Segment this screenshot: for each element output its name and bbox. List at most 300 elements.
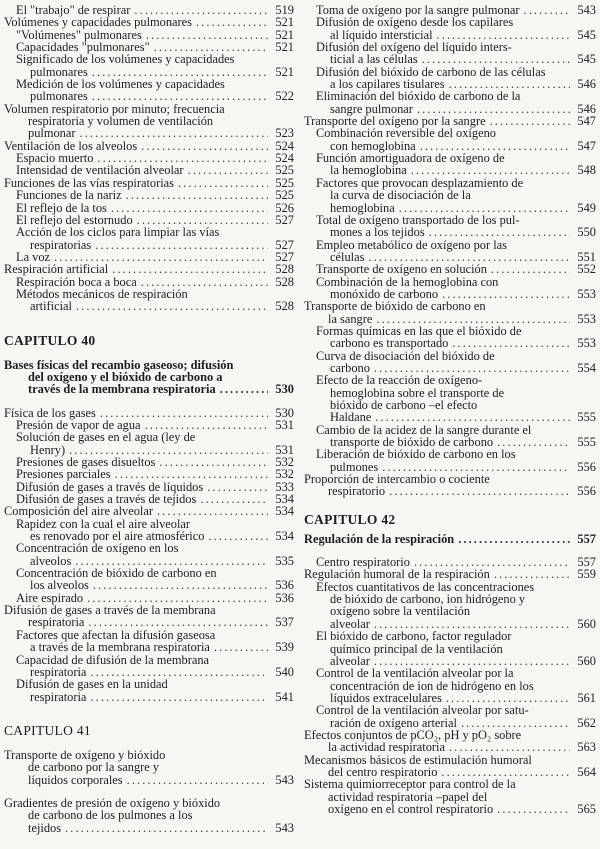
toc-entry-text: Aire espirado [16, 590, 84, 605]
page-number: 534 [275, 504, 294, 519]
toc-column-left [4, 4, 294, 834]
toc-entry-text: líquidos extracelulares [330, 690, 442, 705]
toc-entry-line [4, 691, 294, 703]
toc-entry [304, 263, 596, 275]
toc-entry [4, 288, 294, 313]
toc-entry-text: El reflejo del estornudo [16, 212, 133, 227]
toc-entry-line [304, 337, 596, 349]
page-number: 552 [577, 262, 596, 277]
toc-entry [4, 78, 294, 103]
toc-entry-line [304, 53, 596, 65]
toc-entry-text: la hemoglobina [330, 163, 407, 178]
toc-entry-text: pulmonares [30, 89, 88, 104]
page-number: 560 [577, 616, 596, 631]
dot-leader [112, 263, 268, 275]
toc-entry-text: Centro respiratorio [316, 555, 410, 570]
dot-leader [449, 741, 570, 753]
dot-leader [93, 579, 268, 591]
toc-chapter-title-entry [4, 749, 294, 786]
page-number: 559 [577, 567, 596, 582]
page-number: 560 [577, 653, 596, 668]
toc-entry-line [304, 741, 596, 753]
toc-entry-text: la curva de disociación de la [330, 188, 471, 203]
toc-entry [304, 350, 596, 375]
toc-entry-text: Presiones de gases disueltos [16, 455, 156, 469]
dot-leader [458, 533, 570, 545]
toc-entry-text: al líquido intersticial [330, 27, 433, 42]
toc-entry-text: Eliminación del bióxido de carbono de la [316, 89, 521, 104]
toc-entry-text: Control de la ventilación alveolar por la [316, 666, 514, 681]
toc-entry-text: Ventilación de los alveolos [4, 138, 138, 153]
toc-entry-line [4, 300, 294, 312]
toc-entry-text: "Volúmenes" pulmonares [16, 27, 142, 42]
toc-entry-text: Difusión del oxígeno del líquido inters- [316, 40, 512, 55]
toc-entry [304, 152, 596, 177]
toc-entry-text: Intensidad de ventilación alveolar [16, 163, 184, 178]
toc-entry [304, 630, 596, 667]
dot-leader [178, 177, 268, 189]
toc-chapter-title-entry [304, 533, 596, 545]
toc-entry-text: alveolar [330, 653, 370, 668]
page-number: 557 [577, 555, 596, 570]
page-number: 521 [275, 64, 294, 79]
toc-entry-text: Empleo metabólico de oxígeno por las [316, 237, 507, 252]
page-number: 551 [577, 249, 596, 264]
toc-entry [4, 53, 294, 78]
toc-entry-text: Efectos cuantitativos de las concentraciones [316, 579, 535, 594]
toc-entry-line [4, 189, 294, 201]
toc-entry [4, 518, 294, 543]
toc-entry-text: artificial [30, 299, 72, 314]
dot-leader [111, 202, 268, 214]
toc-entry-text: El reflejo de la tos [16, 200, 107, 215]
toc-entry-line [4, 542, 294, 554]
dot-leader [490, 115, 570, 127]
page-number: 534 [275, 492, 294, 507]
toc-entry-text: pulmones [330, 459, 379, 474]
page-number: 561 [577, 690, 596, 705]
toc-entry-line [4, 263, 294, 275]
dot-leader [65, 822, 268, 834]
toc-entry-line [304, 263, 596, 275]
toc-entry [304, 90, 596, 115]
toc-entry-line [4, 822, 294, 834]
page-number: 536 [275, 590, 294, 605]
toc-entry-text: Proporción de intercambio o cociente [304, 472, 490, 487]
toc-entry [4, 542, 294, 567]
toc-entry-text: monóxido de carbono [330, 286, 439, 301]
page-number: 531 [275, 417, 294, 432]
toc-entry-line [4, 90, 294, 102]
toc-entry-line [304, 533, 596, 545]
toc-entry-line [304, 667, 596, 679]
toc-entry-line [304, 90, 596, 102]
page-number: 521 [275, 15, 294, 30]
page-number: 536 [275, 578, 294, 593]
page-number: 537 [275, 615, 294, 630]
toc-entry-line [4, 641, 294, 653]
page-number: 553 [577, 311, 596, 326]
page-number: 547 [577, 138, 596, 153]
toc-entry-text: pulmonares [30, 64, 88, 79]
toc-entry-text: Capacidades "pulmonares" [16, 40, 150, 55]
page-number: 556 [577, 459, 596, 474]
toc-entry-text: Factores que afectan la difusión gaseosa [16, 627, 216, 642]
toc-entry-text: respiratoria [30, 664, 87, 679]
toc-entry-text: del oxígeno y el bióxido de carbono a [28, 369, 223, 384]
page-number: 545 [577, 52, 596, 67]
dot-leader [399, 202, 570, 214]
toc-entry-line [4, 383, 294, 395]
toc-entry-line [304, 127, 596, 139]
toc-entry-text: Funciones de la nariz [16, 188, 122, 203]
dot-leader [429, 226, 570, 238]
page-number: 527 [275, 212, 294, 227]
dot-leader [159, 456, 268, 468]
toc-entry [304, 276, 596, 301]
toc-entry [304, 581, 596, 630]
page-number: 539 [275, 640, 294, 655]
page-number: 521 [275, 40, 294, 55]
toc-entry-text: Presiones parciales [16, 467, 111, 482]
toc-entry [304, 729, 596, 754]
page-number: 546 [577, 101, 596, 116]
toc-entry-line [304, 374, 596, 386]
page-number: 528 [275, 274, 294, 289]
dot-leader [214, 641, 268, 653]
toc-entry-text: Combinación de la hemoglobina con [316, 274, 499, 289]
toc-entry-line [4, 16, 294, 28]
toc-entry-text: Difusión de gases a través de la membrana [4, 603, 216, 618]
page-number: 524 [275, 138, 294, 153]
page-number: 540 [275, 664, 294, 679]
page-number: 524 [275, 151, 294, 166]
dot-leader [422, 53, 570, 65]
toc-entry [304, 374, 596, 423]
toc-entry-line [304, 411, 596, 423]
page-number: 533 [275, 479, 294, 494]
toc-entry-text: Concentración de oxígeno en los [16, 541, 179, 556]
toc-entry-text: Transporte de oxígeno y bióxido [4, 747, 166, 762]
toc-entry-line [304, 189, 596, 201]
toc-entry-text: Difusión de oxígeno desde los capilares [316, 15, 514, 30]
toc-entry-text: Difusión del bióxido de carbono de las células [316, 64, 546, 79]
page-number: 556 [577, 484, 596, 499]
dot-leader [375, 411, 570, 423]
toc-entry-text: Gradientes de presión de oxígeno y bióxido [4, 795, 221, 810]
toc-entry [304, 41, 596, 66]
dot-leader [141, 140, 268, 152]
toc-entry-text: Transporte de oxígeno en solución [316, 262, 487, 277]
toc-entry-text: Funciones de las vías respiratorias [4, 175, 174, 190]
toc-entry-text: hemoglobina sobre el transporte de [330, 385, 505, 400]
page-number: 527 [275, 237, 294, 252]
dot-leader [92, 90, 268, 102]
page-number: 555 [577, 410, 596, 425]
toc-entry-text: de carbono por la sangre y [28, 760, 160, 775]
toc-entry [304, 66, 596, 91]
toc-entry-text: de bióxido de carbono, ion hidrógeno y [330, 592, 526, 607]
page-number: 546 [577, 77, 596, 92]
toc-chapter-title-entry [4, 359, 294, 396]
page-number: 553 [577, 286, 596, 301]
dot-leader [207, 481, 268, 493]
toc-entry-text: Haldane [330, 410, 372, 425]
toc-entry-line [4, 654, 294, 666]
dot-leader [90, 691, 268, 703]
toc-entry-line [4, 164, 294, 176]
page-number: 543 [577, 3, 596, 17]
page-number: 525 [275, 175, 294, 190]
toc-entry [4, 189, 294, 201]
toc-entry-text: actividad respiratoria –papel del [328, 789, 488, 804]
toc-entry-text: Henry) [30, 442, 66, 457]
chapter-heading: CAPITULO 42 [304, 511, 396, 527]
dot-leader [497, 803, 570, 815]
toc-entry-text: sangre pulmonar [330, 101, 413, 116]
toc-entry-text: Sistema quimiorreceptor para control de la [304, 777, 516, 792]
toc-entry [4, 604, 294, 629]
dot-leader [157, 505, 268, 517]
toc-entry-text: tejidos [28, 820, 62, 835]
page-number: 526 [275, 200, 294, 215]
toc-entry-text: Concentración de bióxido de carbono en [16, 566, 217, 581]
toc-entry [304, 704, 596, 729]
toc-entry-text: Capacidad de difusión de la membrana [16, 652, 210, 667]
page-number: 555 [577, 435, 596, 450]
toc-entry-text: del centro respiratorio [328, 764, 438, 779]
page-number: 548 [577, 163, 596, 178]
toc-entry-text: químico principal de la ventilación [330, 641, 503, 656]
toc-entry-line [304, 605, 596, 617]
toc-entry-line [4, 678, 294, 690]
toc-entry-text: respiratoria [30, 689, 87, 704]
page-number: 532 [275, 455, 294, 469]
toc-entry [304, 424, 596, 449]
toc-entry-text: Espacio muerto [16, 151, 94, 166]
toc-entry-text: respiratoria y volumen de ventilación [28, 114, 214, 129]
toc-entry-text: oxígeno en el control respiratorio [328, 801, 494, 816]
toc-entry-text: ticial a las células [330, 52, 418, 67]
toc-entry-line [304, 226, 596, 238]
page-number: 532 [275, 467, 294, 482]
page-number: 550 [577, 225, 596, 240]
toc-entry [304, 214, 596, 239]
toc-entry-text: Efectos conjuntos de pCO₂, pH y pO₂ sobre [304, 727, 522, 742]
toc-entry-text: Métodos mecánicos de respiración [16, 286, 188, 301]
toc-entry [4, 468, 294, 480]
page-number: 554 [577, 360, 596, 375]
toc-entry-text: Mecanismos básicos de estimulación humoral [304, 752, 532, 767]
dot-leader [452, 337, 570, 349]
toc-entry-text: Volúmenes y capacidades pulmonares [4, 15, 192, 30]
page-number: 519 [275, 3, 294, 17]
toc-entry-text: El bióxido de carbono, factor regulador [316, 629, 512, 644]
toc-entry-text: Efecto de la reacción de oxígeno- [316, 373, 483, 388]
toc-entry [4, 431, 294, 456]
toc-entry-text: El "trabajo" de respirar [16, 3, 131, 17]
toc-entry-text: Toma de oxígeno por la sangre pulmonar [316, 3, 520, 17]
page-number: 527 [275, 249, 294, 264]
page-number: 549 [577, 200, 596, 215]
page-number: 525 [275, 188, 294, 203]
page-number: 530 [275, 382, 294, 397]
page-number: 543 [275, 772, 294, 787]
toc-entry-text: Significado de los volúmenes y capacidades [16, 52, 235, 67]
page-number: 563 [577, 740, 596, 755]
toc-entry-text: Regulación humoral de la respiración [304, 567, 490, 582]
page-number: 535 [275, 553, 294, 568]
toc-entry [4, 567, 294, 592]
toc-entry-text: concentración de ion de hidrógeno en los [330, 678, 534, 693]
dot-leader [115, 468, 268, 480]
toc-entry [4, 164, 294, 176]
toc-entry-text: Curva de disociación del bióxido de [316, 348, 495, 363]
toc-entry-text: bióxido de carbono –el efecto [330, 398, 478, 412]
page-number: 545 [577, 27, 596, 42]
toc-entry [4, 678, 294, 703]
toc-entry-text: ración de oxígeno arterial [330, 715, 457, 730]
toc-entry [4, 226, 294, 251]
toc-entry-line [304, 630, 596, 642]
toc-entry-text: la sangre [328, 311, 373, 326]
toc-entry-text: a los capilares tisulares [330, 77, 445, 92]
chapter-heading: CAPITULO 41 [4, 722, 91, 738]
dot-leader [146, 29, 268, 41]
toc-entry-line [4, 53, 294, 65]
toc-entry-text: Volumen respiratorio por minuto; frecuencia [4, 101, 225, 116]
toc-entry-text: carbono es transportado [330, 336, 449, 351]
toc-entry [304, 127, 596, 152]
toc-entry [4, 103, 294, 140]
toc-entry-text: Función amortiguadora de oxígeno de [316, 151, 505, 166]
toc-entry-text: Rapidez con la cual el aire alveolar [16, 516, 191, 531]
toc-entry-text: Composición del aire alveolar [4, 504, 153, 519]
dot-leader [95, 239, 268, 251]
dot-leader [494, 568, 570, 580]
toc-entry-line [4, 761, 294, 773]
toc-entry-text: a través de la membrana respiratoria [30, 640, 210, 655]
toc-entry-text: carbono [330, 360, 370, 375]
toc-entry-line [304, 704, 596, 716]
toc-entry-line [304, 778, 596, 790]
toc-entry-line [4, 127, 294, 139]
toc-entry-text: Transporte del oxígeno por la sangre [304, 114, 486, 129]
dot-leader [389, 485, 570, 497]
toc-entry [304, 448, 596, 473]
toc-entry-text: Formas químicas en las que el bióxido de [316, 323, 522, 338]
toc-entry-line [304, 202, 596, 214]
toc-entry-text: Total de oxígeno transportado de los pul- [316, 212, 520, 227]
toc-entry-text: través de la membrana respiratoria [28, 382, 216, 397]
toc-column-right [304, 4, 596, 815]
toc-entry [304, 778, 596, 815]
toc-entry-line [304, 164, 596, 176]
toc-entry-text: Respiración artificial [4, 262, 109, 277]
toc-entry [304, 177, 596, 214]
dot-leader [411, 164, 570, 176]
page-number: 531 [275, 442, 294, 457]
toc-entry [4, 202, 294, 214]
toc-entry-line [4, 202, 294, 214]
toc-entry [304, 239, 596, 264]
toc-entry-text: La voz [16, 249, 51, 264]
toc-entry-text: oxígeno sobre la ventilación [330, 604, 471, 619]
toc-entry [304, 473, 596, 498]
toc-entry-text: Presión de vapor de agua [16, 417, 141, 432]
toc-entry-line [304, 803, 596, 815]
toc-entry-line [4, 226, 294, 238]
dot-leader [196, 16, 268, 28]
toc-entry-text: respiratorio [328, 484, 386, 499]
toc-entry-text: transporte de bióxido de carbono [330, 435, 494, 450]
toc-entry-line [4, 468, 294, 480]
toc-entry-text: mones a los tejidos [330, 225, 425, 240]
dot-leader [208, 530, 268, 542]
page-number: 547 [577, 114, 596, 129]
toc-entry [304, 667, 596, 704]
dot-leader [88, 616, 268, 628]
dot-leader [524, 4, 570, 16]
toc-entry-text: Liberación de bióxido de carbono en los [316, 447, 516, 462]
toc-entry [304, 16, 596, 41]
page-number: 562 [577, 715, 596, 730]
toc-entry-line [304, 643, 596, 655]
toc-entry-text: hemoglobina [330, 200, 395, 215]
toc-entry-text: respiratoria [28, 615, 85, 630]
toc-entry [4, 629, 294, 654]
page-number: 521 [275, 27, 294, 42]
page-number: 541 [275, 689, 294, 704]
toc-entry [4, 654, 294, 679]
toc-entry [4, 16, 294, 28]
toc-entry-text: alveolos [30, 553, 72, 568]
page-number: 534 [275, 529, 294, 544]
toc-entry-line [4, 809, 294, 821]
chapter-heading: CAPITULO 40 [4, 332, 96, 348]
toc-entry [304, 325, 596, 350]
toc-entry-line [4, 505, 294, 517]
toc-entry-line [304, 568, 596, 580]
toc-entry-line [304, 485, 596, 497]
toc-entry-text: Bases físicas del recambio gaseoso; difusión [4, 357, 234, 372]
toc-entry [4, 505, 294, 517]
toc-entry-text: células [330, 249, 365, 264]
toc-entry-line [304, 448, 596, 460]
toc-entry-text: Medición de los volúmenes y capacidades [16, 77, 225, 92]
page-number: 564 [577, 764, 596, 779]
toc-entry-line [304, 16, 596, 28]
toc-entry-line [4, 774, 294, 786]
page-number: 522 [275, 89, 294, 104]
toc-entry-line [4, 431, 294, 443]
dot-leader [491, 263, 570, 275]
toc-entry-text: Física de los gases [4, 405, 96, 420]
page-number: 565 [577, 801, 596, 816]
dot-leader [126, 189, 268, 201]
dot-leader [80, 127, 269, 139]
toc-entry [4, 263, 294, 275]
dot-leader [188, 164, 268, 176]
page-number: 525 [275, 163, 294, 178]
toc-entry [304, 568, 596, 580]
toc-entry-text: la actividad respiratoria [328, 740, 445, 755]
toc-entry-text: de carbono de los pulmones a los [28, 808, 193, 823]
page-number: 528 [275, 262, 294, 277]
toc-entry-text: Difusión de gases a través de líquidos [16, 479, 204, 494]
toc-entry-text: respiratorias [30, 237, 92, 252]
toc-entry [304, 300, 596, 325]
